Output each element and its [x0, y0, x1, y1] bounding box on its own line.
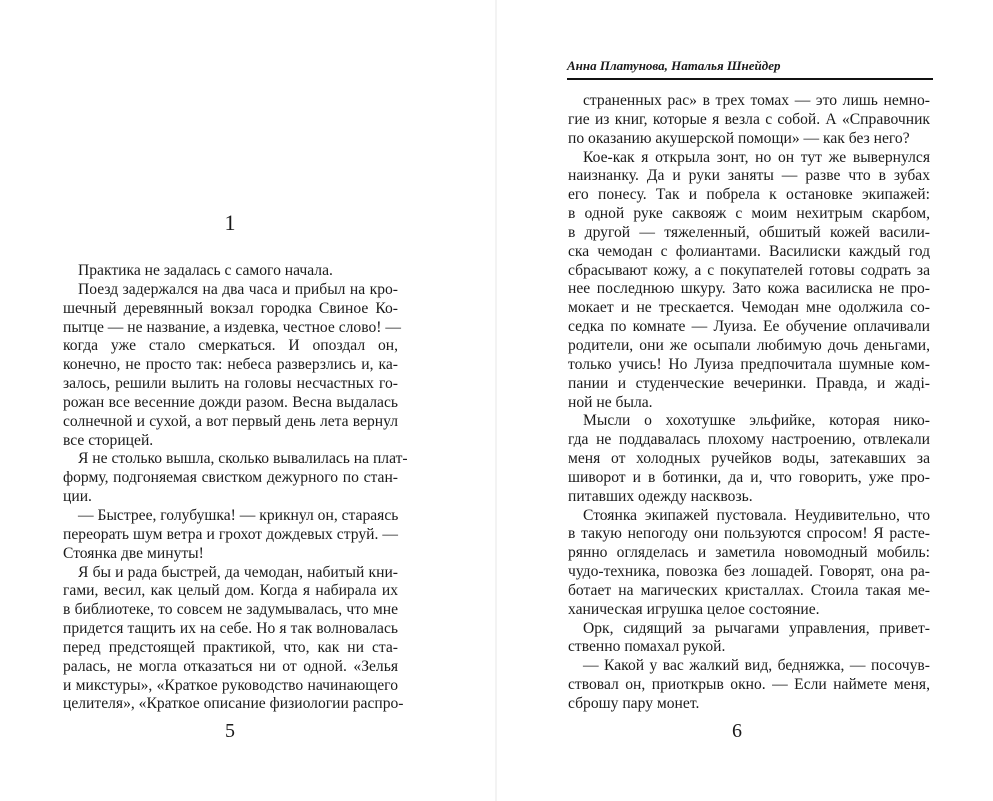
text-line: шечный деревянный вокзал городка Свиное Ко-	[63, 299, 398, 317]
text-line: Практика не задалась с самого начала.	[78, 262, 333, 279]
text-line: ска чемодан с фолиантами. Василиски каждый год	[568, 242, 930, 260]
text-line: седка по комнате — Луиза. Ее обучение оплачивали	[568, 318, 930, 336]
text-line: Кое-как я открыла зонт, но он тут же вывернулся	[583, 148, 930, 166]
text-line: гие из книг, которые я везла с собой. А «Справочник	[568, 110, 930, 128]
text-line: залось, решили вылить на головы несчастных го-	[63, 375, 398, 393]
text-line: пании и студенческие вечеринки. Правда, и жадi-	[568, 374, 930, 392]
paragraph	[568, 149, 930, 413]
text-line: ственно помахал рукой.	[568, 638, 726, 656]
text-line: в такую непогоду они пользуются спросом! Я расте-	[568, 525, 930, 543]
text-line: питавших одежду насквозь.	[568, 487, 753, 505]
page-number-left: 5	[225, 720, 235, 742]
text-line: Стоянка две минуты!	[63, 544, 204, 562]
chapter-number: 1	[224, 210, 236, 235]
text-line: конечно, не просто так: небеса разверзлись и, ка-	[63, 356, 398, 374]
paragraph	[63, 450, 408, 507]
text-line: Стоянка экипажей пустовала. Неудивительно, что	[583, 506, 930, 524]
running-header: Анна Платунова, Наталья Шнейдер	[567, 58, 781, 73]
text-line: перед предстоящей практикой, что, как ни ста-	[63, 638, 398, 656]
text-line: по оказанию акушерской помощи» — как без него?	[568, 129, 910, 147]
text-line: его понесу. Так и побрела к остановке экипажей:	[568, 186, 930, 204]
text-line: Мысли о хохотушке эльфийке, которая нико-	[583, 412, 930, 430]
text-line: — Быстрее, голубушка! — крикнул он, стараясь	[78, 506, 399, 524]
text-line: сбрасывают кожу, а с покупателей готовы содрать за	[568, 261, 930, 279]
text-line: в библиотеке, то совсем не задумывалась, что мне	[63, 601, 398, 619]
page-number-right: 6	[732, 720, 742, 742]
text-line: меня от холодных ручейков воды, затекавших за	[568, 450, 930, 468]
text-line: гда не поддавалась плохому настроению, отвлекали	[568, 431, 930, 449]
paragraph	[568, 92, 930, 149]
right-page-body	[568, 92, 930, 714]
text-line: Я бы и рада быстрей, да чемодан, набитый кни-	[78, 563, 398, 581]
text-line: рожан все весенние дожди разом. Весна выдалась	[63, 393, 398, 411]
text-line: ной не была.	[568, 393, 653, 411]
text-line: ханическая игрушка целое состояние.	[568, 600, 820, 618]
paragraph	[63, 280, 401, 451]
paragraph	[63, 563, 404, 715]
left-page	[0, 0, 496, 801]
text-line: ствовал он, приоткрыв окно. — Если наймете меня,	[568, 676, 930, 694]
text-line: в другой — тяжеленный, обшитый кожей васили-	[568, 223, 930, 241]
text-line: пытце — не название, а издевка, честное слово! —	[63, 318, 401, 336]
text-line: чудо-техника, повозка без лошадей. Говорят, она ра-	[568, 563, 930, 581]
paragraph	[568, 507, 930, 620]
text-line: ции.	[63, 488, 92, 506]
paragraph	[568, 620, 930, 658]
left-page-body	[63, 262, 408, 714]
text-line: Орк, сидящий за рычагами управления, привет-	[583, 619, 930, 637]
text-line: рянно огляделась и заметила новомодный мобиль:	[568, 544, 930, 562]
paragraph	[568, 657, 930, 714]
text-line: страненных рас» в трех томах — это лишь немно-	[583, 92, 930, 109]
text-line: Я не столько вышла, сколько вывалилась на плат-	[78, 450, 408, 468]
text-line: Поезд задержался на два часа и прибыл на кро-	[78, 280, 398, 298]
text-line: все сторицей.	[63, 431, 154, 449]
paragraph	[63, 507, 398, 564]
text-line: — Какой у вас жалкий вид, бедняжка, — посочув-	[583, 657, 930, 675]
text-line: придется тащить их на себе. Но я так волновалась	[63, 620, 398, 638]
text-line: когда уже стало смеркаться. И опоздал он,	[63, 337, 398, 355]
paragraph	[568, 412, 930, 506]
text-line: родители, они же осыпали любимую дочь деньгами,	[568, 336, 930, 354]
text-line: нее последнюю шкуру. Зато кожа василиска не про-	[568, 280, 930, 298]
header-rule	[567, 78, 933, 80]
text-line: шиворот и в ботинки, да и, что говорить, уже про-	[568, 468, 930, 486]
text-line: гами, весил, как целый дом. Когда я набирала их	[63, 582, 398, 600]
paragraph	[63, 262, 398, 281]
right-page	[497, 0, 993, 801]
text-line: наизнанку. Да и руки заняты — разве что в зубах	[568, 167, 930, 185]
text-line: форму, подгоняемая свистком дежурного по стан-	[63, 469, 398, 487]
text-line: целителя», «Краткое описание физиологии распро-	[63, 695, 404, 713]
text-line: переорать шум ветра и грохот дождевых струй. —	[63, 525, 398, 543]
text-line: ботает на магических кристаллах. Стоила такая ме-	[568, 581, 930, 599]
text-line: сброшу пару монет.	[568, 695, 700, 712]
text-line: солнечной и сухой, а вот первый день лета вернул	[63, 412, 398, 430]
text-line: мокает и не трескается. Чемодан мне одолжила со-	[568, 299, 930, 317]
text-line: и микстуры», «Краткое руководство начинающего	[63, 676, 398, 694]
text-line: только учись! Но Луиза предпочитала шумные ком-	[568, 355, 930, 373]
text-line: ралась, не могла отказаться ни от одной. «Зелья	[63, 657, 398, 675]
text-line: в одной руке саквояж с моим нехитрым скарбом,	[568, 205, 930, 223]
